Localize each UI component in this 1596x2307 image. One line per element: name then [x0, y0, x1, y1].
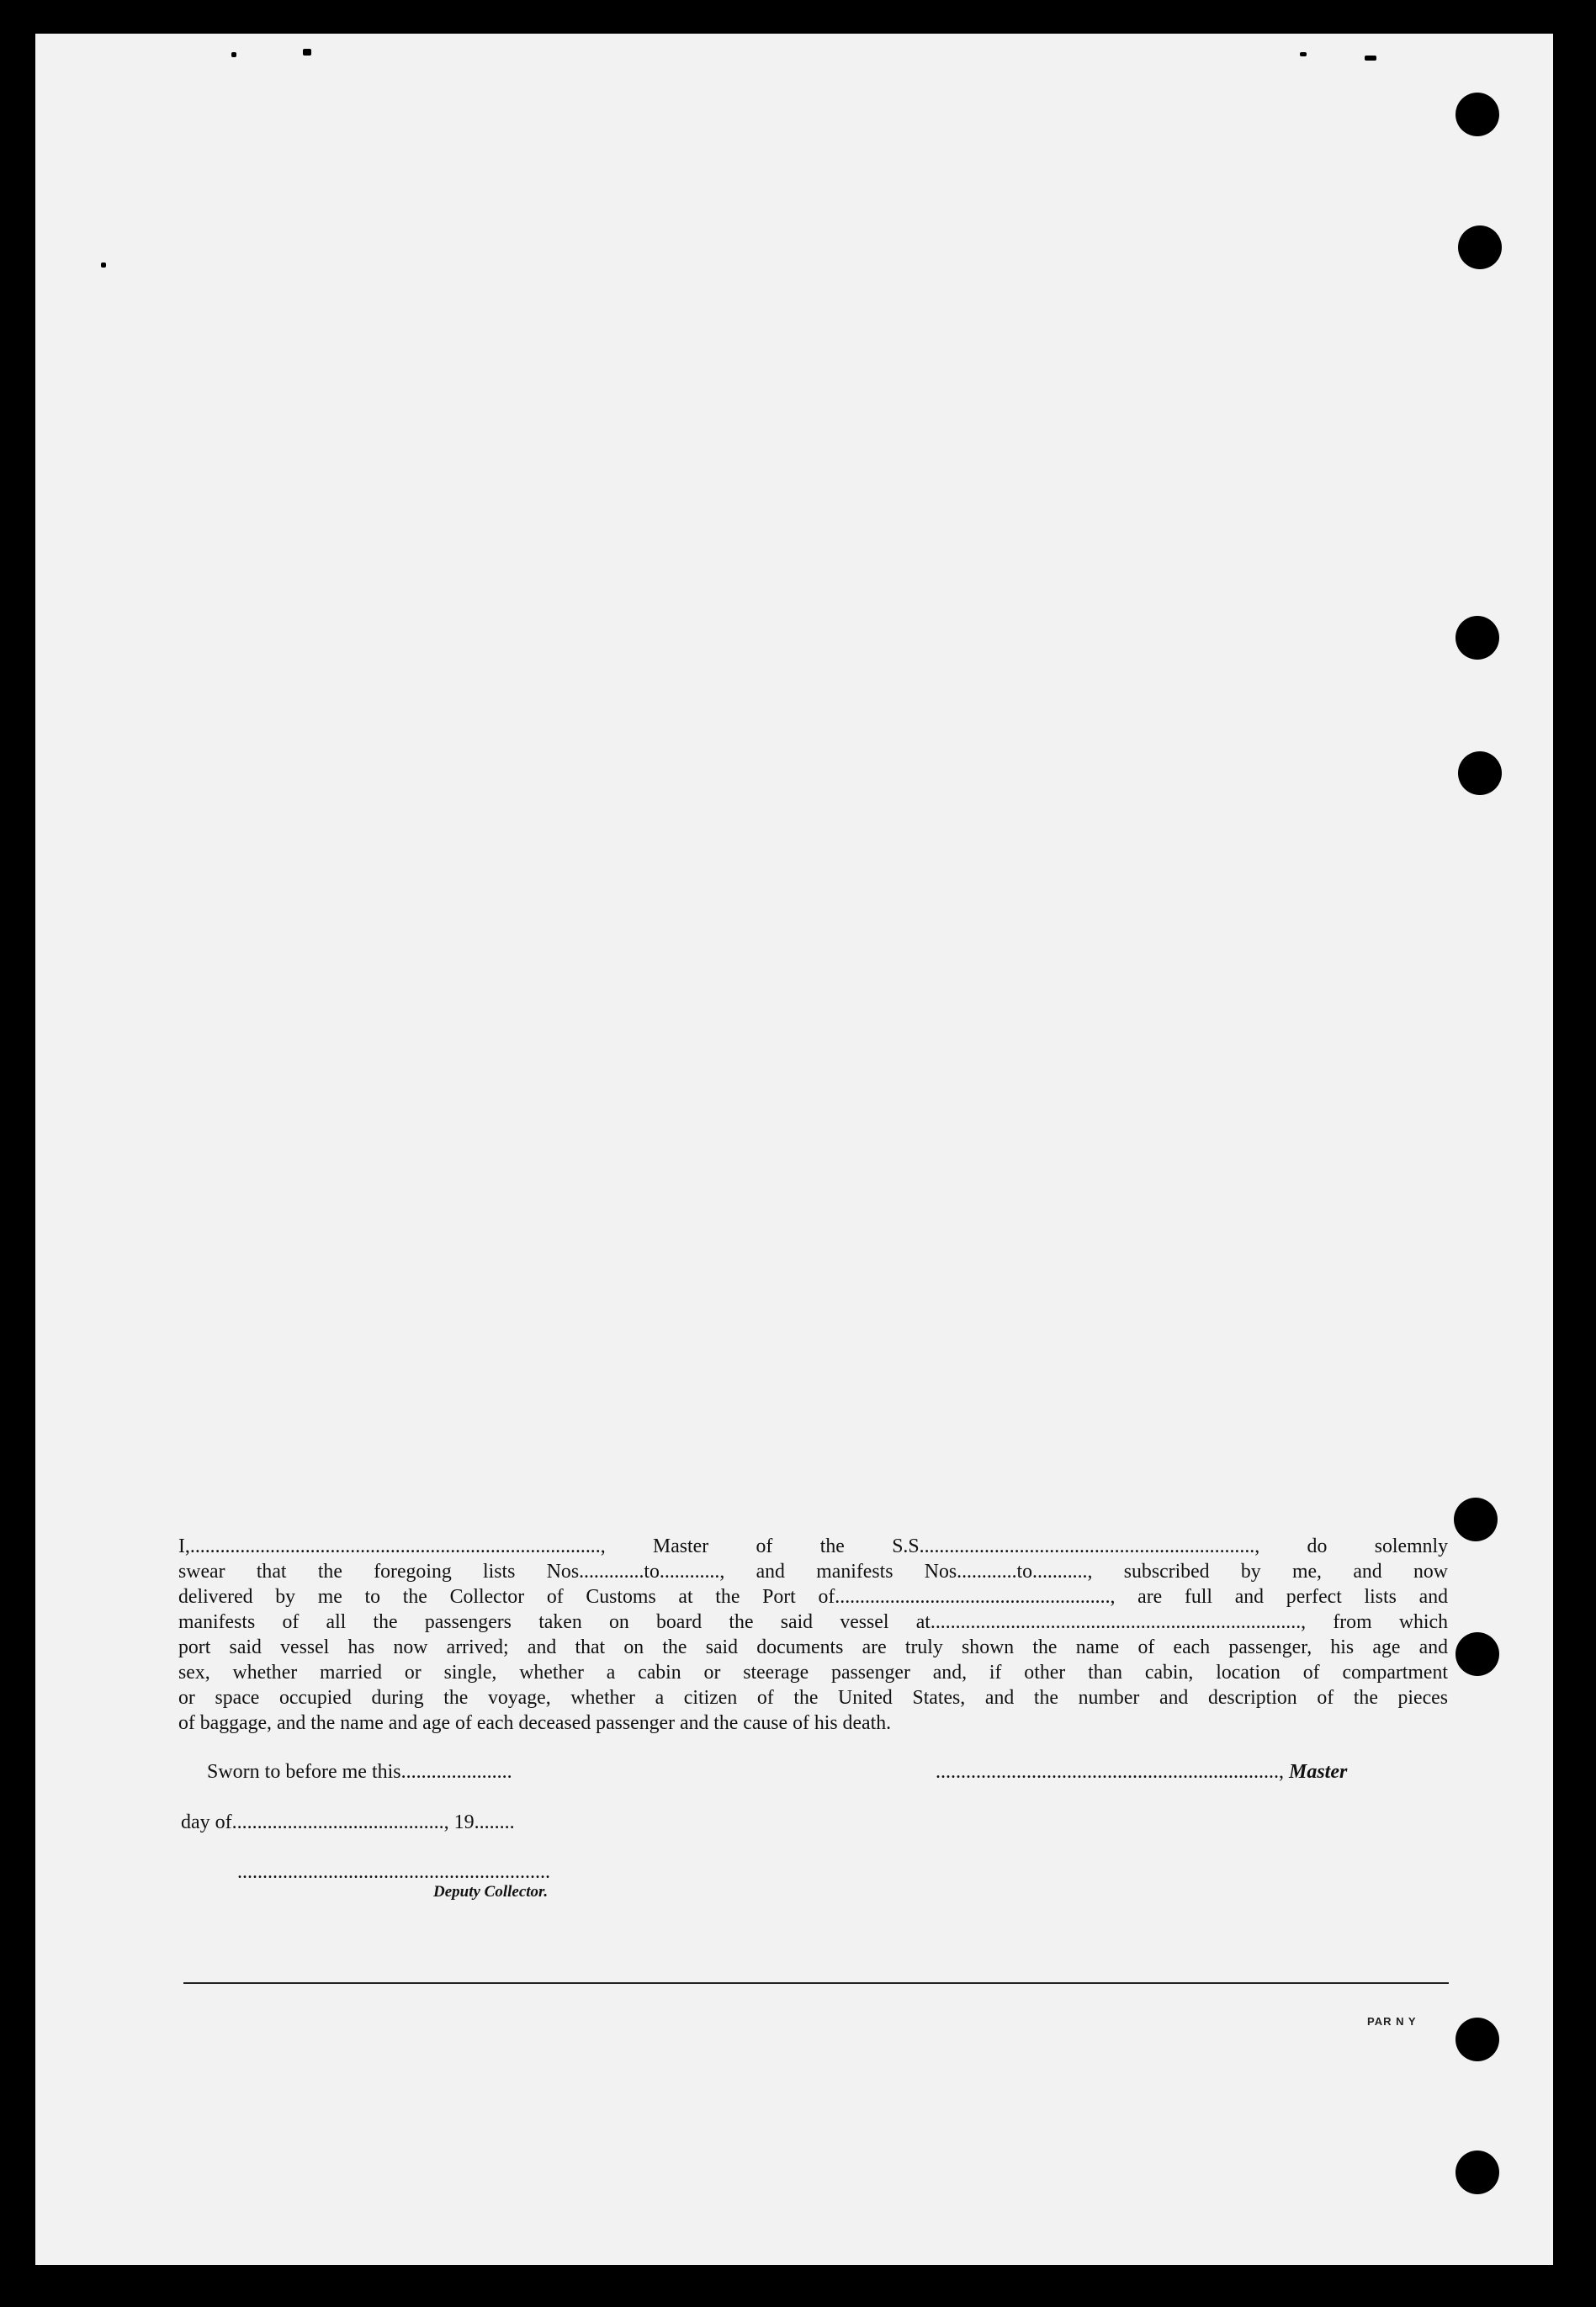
dust-speck — [303, 49, 311, 56]
oath-line: I,.................................................................................., Master of the S.S..................................................................., do solemnly — [178, 1535, 1448, 1557]
punch-hole — [1458, 225, 1502, 269]
sworn-before-line: Sworn to before me this...................... — [207, 1761, 512, 1783]
oath-line: port said vessel has now arrived; and that on the said documents are truly shown the name of each passenger, his age and — [178, 1636, 1448, 1658]
bottom-rule — [183, 1982, 1449, 1984]
punch-hole — [1455, 2018, 1499, 2061]
printer-mark: PAR N Y — [1367, 2015, 1417, 2028]
deputy-signature-line: .............................................................. — [237, 1861, 550, 1883]
punch-hole — [1455, 1632, 1499, 1676]
bleed-through-text — [126, 136, 1388, 330]
master-signature-dots: ...................................................................., — [936, 1761, 1284, 1783]
punch-hole — [1458, 751, 1502, 795]
punch-hole — [1455, 93, 1499, 136]
oath-line: or space occupied during the voyage, whether a citizen of the United States, and the number and description of the pieces — [178, 1687, 1448, 1709]
oath-line: of baggage, and the name and age of each deceased passenger and the cause of his death. — [178, 1712, 892, 1734]
punch-hole — [1455, 616, 1499, 660]
oath-line: delivered by me to the Collector of Customs at the Port of......................................................., are full and perfect lists and — [178, 1586, 1448, 1608]
punch-hole — [1455, 2151, 1499, 2194]
oath-line: sex, whether married or single, whether a cabin or steerage passenger and, if other than cabin, location of compartment — [178, 1662, 1448, 1684]
master-label: Master — [1289, 1761, 1348, 1783]
dust-speck — [1300, 52, 1307, 56]
master-oath-text — [178, 1534, 1448, 1736]
oath-line: manifests of all the passengers taken on board the said vessel at.........................................................................., from which — [178, 1611, 1448, 1633]
oath-line: swear that the foregoing lists Nos.............to............, and manifests Nos............to..........., subscribed by me, and now — [178, 1561, 1448, 1583]
dust-speck — [101, 263, 106, 268]
manifest-page — [35, 34, 1553, 2265]
deputy-collector-label: Deputy Collector. — [433, 1883, 549, 1901]
dust-speck — [231, 52, 236, 57]
master-signature-line — [936, 1761, 1347, 1784]
day-of-line: day of.........................................., 19........ — [181, 1811, 515, 1833]
dust-speck — [1365, 56, 1376, 61]
punch-hole — [1454, 1498, 1498, 1541]
